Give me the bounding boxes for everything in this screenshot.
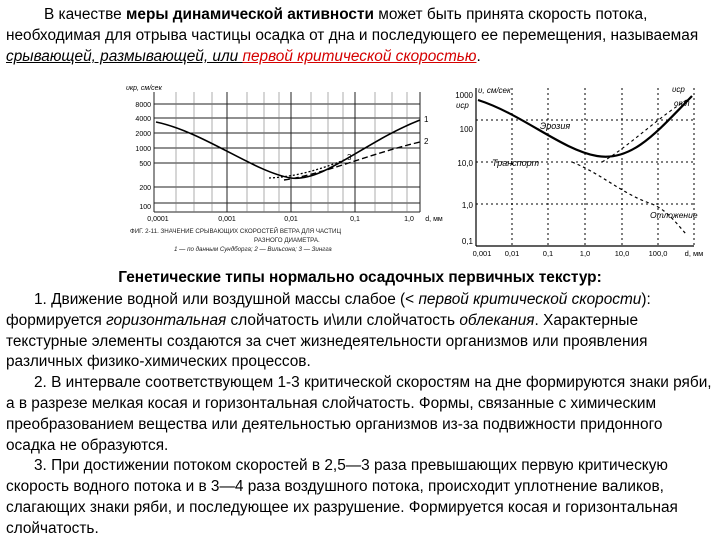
region-erosion-label: Эрозия (540, 121, 571, 131)
region-deposition-label: Отложение (650, 210, 698, 220)
right-y-axis-label: υ, см/сек (478, 86, 511, 95)
left-x-tick: 0,0001 (147, 216, 169, 223)
left-y-tick: 200 (139, 185, 151, 192)
left-caption-line2: РАЗНОГО ДИАМЕТРА. (254, 237, 320, 244)
p1-italic-d: горизонтальная (106, 311, 227, 329)
left-y-tick: 8000 (135, 102, 151, 109)
right-figure (452, 84, 716, 260)
left-y-tick: 1000 (135, 146, 151, 153)
left-y-tick: 500 (139, 161, 151, 168)
intro-term-bold: меры динамической активности (126, 6, 374, 23)
paragraph-1 (6, 290, 716, 373)
right-label-vcr-right: υср (672, 85, 685, 94)
body-text (6, 290, 716, 540)
paragraph-2 (6, 373, 716, 456)
right-y-tick: 1000 (455, 91, 473, 100)
right-x-tick: 0,1 (542, 249, 554, 258)
intro-text-end: . (476, 48, 481, 65)
right-y-tick: 100 (459, 125, 473, 134)
left-figure (104, 82, 444, 260)
left-x-tick: 0,01 (284, 216, 298, 223)
paragraph-3 (6, 456, 716, 539)
left-y-tick: 2000 (135, 131, 151, 138)
right-y-tick: 1,0 (461, 201, 473, 210)
p1-text-e: слойчатость и\или слойчатость (226, 311, 460, 329)
right-x-tick: 10,0 (614, 249, 630, 258)
left-x-tick: d, мм (425, 216, 443, 223)
left-x-tick: 1,0 (404, 216, 414, 223)
intro-term-red: первой критической скоростью (242, 48, 477, 65)
p1-text-c: ): формируется (6, 291, 651, 329)
left-caption-line1: ФИГ. 2-11. ЗНАЧЕНИЕ СРЫВАЮЩИХ СКОРОСТЕЙ ВЕТРА ДЛЯ ЧАСТИЦ (130, 228, 342, 235)
section-subtitle: Генетические типы нормально осадочных первичных текстур: (118, 269, 602, 286)
curve-label-3: 3 (347, 153, 352, 162)
left-y-axis-label: υкр, см/сек (126, 85, 162, 92)
region-transport-label: Транспорт (492, 158, 540, 168)
p2-text: 2. В интервале соответствующем 1-3 критической скоростям на дне формируются знаки ряби, а в разрезе мелкая косая и горизонтальная слойчатость. Формы, связанные с химическим преобразованием вещества или деятельностью организмов из-за подвижности придонного осадка не образуются. (6, 374, 712, 454)
right-label-vcr-right-sub: отл (674, 99, 690, 108)
p1-italic-f: облекания (459, 311, 535, 329)
right-x-tick: 1,0 (579, 249, 591, 258)
left-y-tick: 100 (139, 204, 151, 211)
right-label-vcr-left: υср (456, 101, 469, 110)
intro-text-2: может быть принята скорость потока, необходимая для отрыва частицы осадка от дна и последующего ее перемещения, называемая (6, 6, 699, 44)
right-x-tick: 100,0 (648, 249, 668, 258)
right-y-tick: 0,1 (461, 237, 473, 246)
p3-text: 3. При достижении потоком скоростей в 2,5—3 раза превышающих первую критическую скорость водного потока и в 3—4 раза воздушного потока, происходит уплотнение валиков, слагающих знаки ряби, и последующее их разрушение. Формируется косая и горизонтальная слойчатость. (6, 457, 678, 537)
curve-label-2: 2 (424, 137, 429, 146)
right-x-tick: d, мм (684, 249, 704, 258)
p1-text-a: 1. Движение водной или воздушной массы слабое (< (34, 291, 419, 308)
intro-term-italic: срывающей, размывающей, или (6, 48, 243, 65)
p1-italic-b: первой критической скорости (418, 291, 642, 308)
right-y-tick: 10,0 (457, 159, 473, 168)
intro-text-1: В качестве (44, 6, 126, 23)
left-x-tick: 0,1 (350, 216, 360, 223)
p1-text-g: . Характерные текстурные элементы создаются за счет жизнедеятельности организмов или проявления различных физико-химических процессов. (6, 311, 648, 371)
intro-paragraph (6, 4, 714, 67)
right-x-tick: 0,001 (472, 249, 492, 258)
left-caption-line3: 1 — по данным Сундборга; 2 — Вильсона; 3 — Зингга (174, 246, 332, 253)
left-y-tick: 4000 (135, 116, 151, 123)
curve-label-1: 1 (424, 115, 429, 124)
right-x-tick: 0,01 (504, 249, 520, 258)
left-x-tick: 0,001 (218, 216, 236, 223)
